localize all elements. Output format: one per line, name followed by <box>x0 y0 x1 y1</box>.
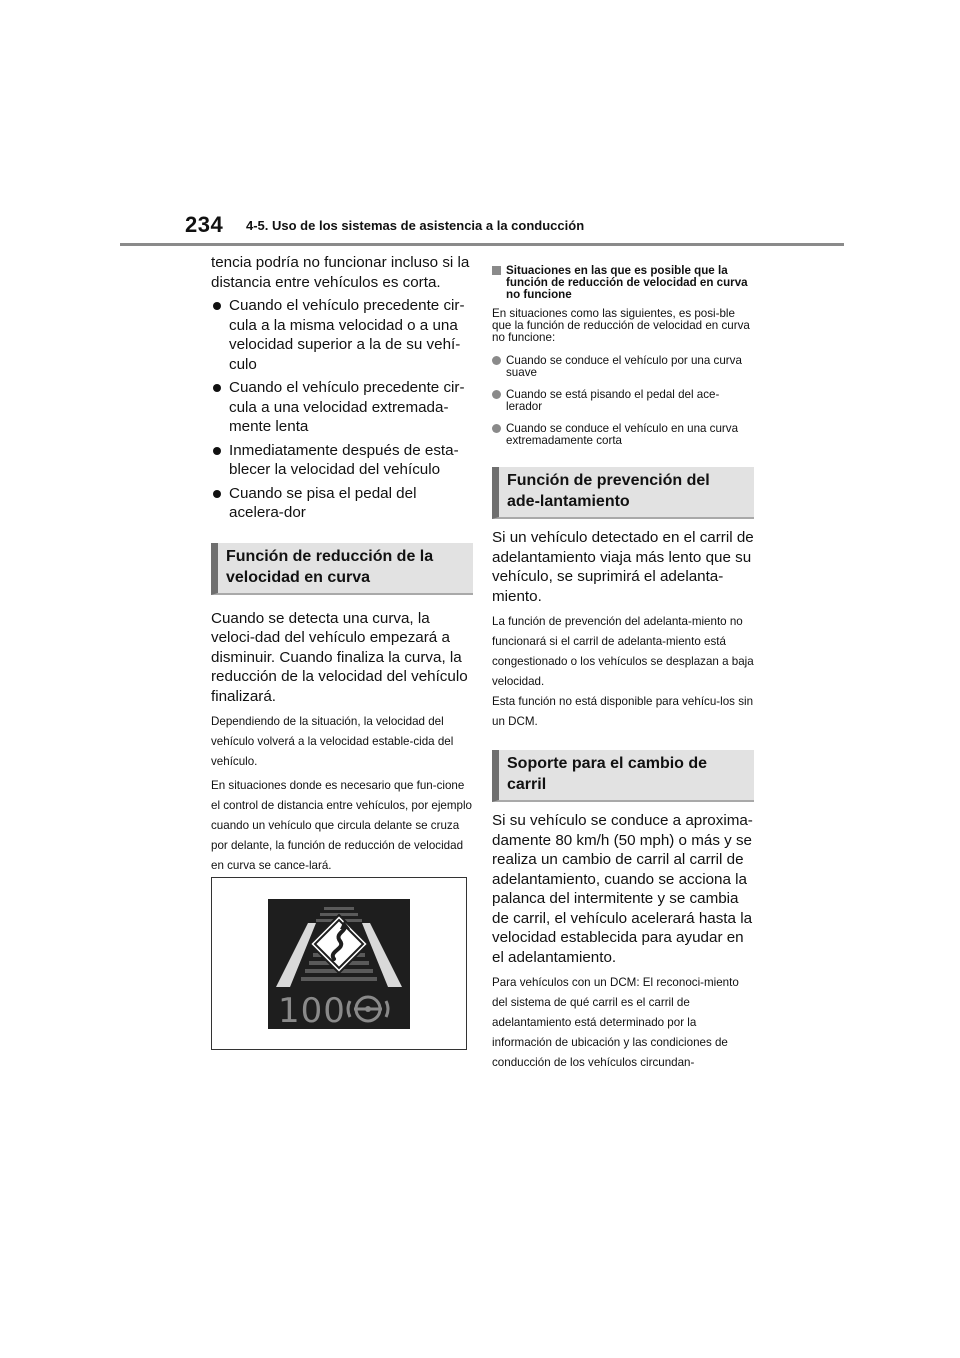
subsection-heading-text: Situaciones en las que es posible que la función de reducción de velocidad en curva no funcione <box>506 264 748 301</box>
bullet-icon <box>213 490 221 498</box>
list-item <box>492 423 754 447</box>
bullet-icon <box>213 302 221 310</box>
header-divider <box>120 243 844 246</box>
right-column <box>492 265 754 1077</box>
list-item-text: Cuando el vehículo precedente cir-cula a una velocidad extremada-mente lenta <box>229 379 465 435</box>
bullet-icon <box>492 390 501 399</box>
list-item <box>211 378 473 437</box>
intro-paragraph: tencia podría no funcionar incluso si la distancia entre vehículos es corta. <box>211 254 470 291</box>
curve-cancel-paragraph: En situaciones donde es necesario que fun-cione el control de distancia entre vehículos, por ejemplo cuando un vehículo que circula delante se cruza por delante, la función de reducción de velocidad en curva se cance-lará. <box>211 779 473 872</box>
subsection-heading <box>492 265 754 301</box>
overtake-dcm-note: Esta función no está disponible para vehícu-los sin un DCM. <box>492 695 754 728</box>
curve-note-paragraph: Dependiendo de la situación, la velocidad del vehículo volverá a la velocidad estable-cida del vehículo. <box>211 715 454 768</box>
steering-assist-icon <box>348 997 388 1021</box>
overtake-body-paragraph: Si un vehículo detectado en el carril de adelantamiento viaja más lento que su vehículo, se suprimirá el adelanta-miento. <box>492 529 754 605</box>
list-item-text: Cuando se pisa el pedal del acelera-dor <box>229 484 417 521</box>
section-heading-overtake-prevention: Función de prevención del ade-lantamiento <box>492 467 754 519</box>
bullet-icon <box>213 384 221 392</box>
lane-change-body-paragraph: Si su vehículo se conduce a aproxima-damente 80 km/h (50 mph) o más y se realiza un cambio de carril al carril de adelantamiento, cuando se acciona la palanca del intermitente y se cambia de carril, el vehículo acelerará hasta la velocidad establecida para ayudar en el adelantamiento. <box>492 812 753 966</box>
list-item <box>492 355 754 379</box>
list-item <box>211 441 473 480</box>
list-item-text: Cuando se conduce el vehículo en una curva extremadamente corta <box>506 422 739 447</box>
section-heading-lane-change-support: Soporte para el cambio de carril <box>492 750 754 802</box>
chapter-section-title: 4-5. Uso de los sistemas de asistencia a la conducción <box>246 218 585 233</box>
list-item-text: Inmediatamente después de esta-blecer la velocidad del vehículo <box>229 441 459 478</box>
square-bullet-icon <box>492 266 501 275</box>
list-item-text: Cuando se conduce el vehículo por una curva suave <box>506 354 742 379</box>
list-item <box>211 296 473 374</box>
subsection-list <box>492 355 754 447</box>
list-item <box>492 389 754 413</box>
left-column <box>211 253 473 880</box>
curve-body-paragraph: Cuando se detecta una curva, la veloci-dad del vehículo empezará a disminuir. Cuando finaliza la curva, la reducción de la velocidad del vehículo finalizará. <box>211 609 468 705</box>
bullet-icon <box>492 356 501 365</box>
subsection-intro: En situaciones como las siguientes, es posi-ble que la función de reducción de velocidad en curva no funcione: <box>492 307 750 344</box>
condition-list <box>211 296 473 523</box>
overtake-note-paragraph: La función de prevención del adelanta-miento no funcionará si el carril de adelanta-miento está congestionado o los vehículos se desplazan a baja velocidad. <box>492 615 754 688</box>
list-item-text: Cuando se está pisando el pedal del ace-lerador <box>506 388 720 413</box>
section-heading-curve-speed: Función de reducción de la velocidad en curva <box>211 543 473 595</box>
set-speed-value: 100 <box>278 991 346 1031</box>
bullet-icon <box>213 447 221 455</box>
list-item-text: Cuando el vehículo precedente cir-cula a la misma velocidad o a una velocidad superior a la de su vehí-culo <box>229 297 465 373</box>
list-item <box>211 484 473 523</box>
lane-change-note-paragraph: Para vehículos con un DCM: El reconoci-miento del sistema de qué carril es el carril de adelantamiento está determinado por la información de ubicación y las condiciones de conducción de los vehículos circundan- <box>492 976 739 1069</box>
page-number: 234 <box>185 212 224 237</box>
bullet-icon <box>492 424 501 433</box>
curve-speed-indicator-display <box>268 899 410 1029</box>
